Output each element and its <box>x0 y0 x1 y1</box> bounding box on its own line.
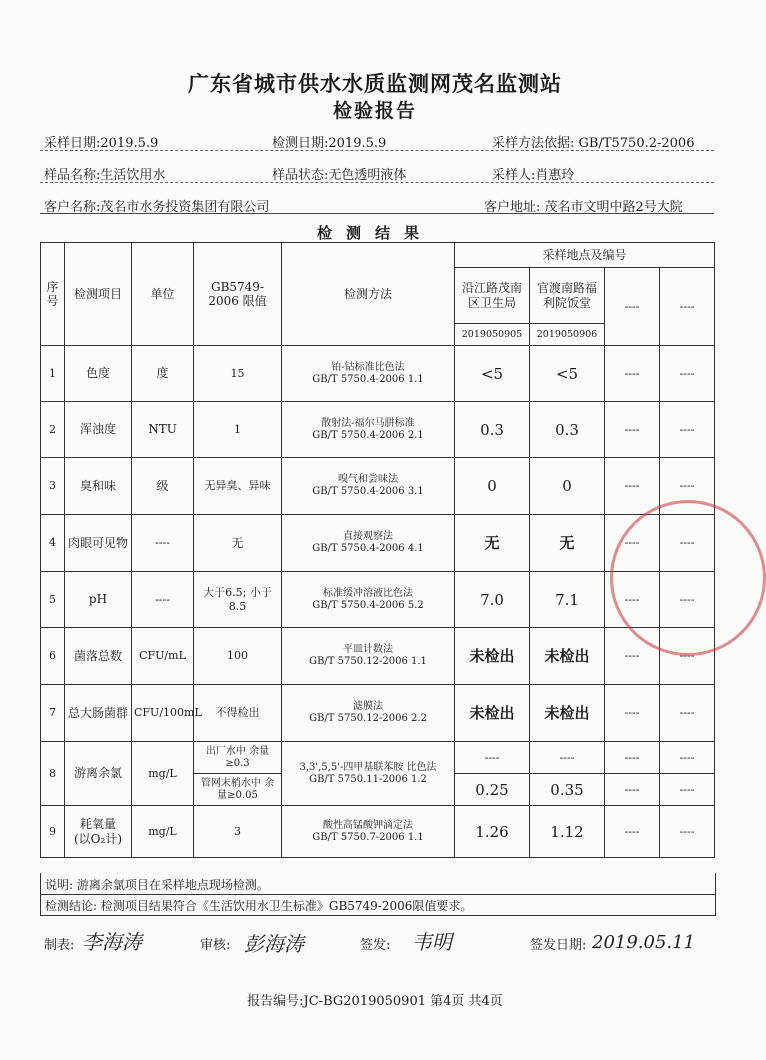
row-index: 4 <box>41 515 65 572</box>
row-method <box>282 806 455 858</box>
value-loc4: ---- <box>660 806 715 858</box>
value-loc4: ---- <box>660 515 715 572</box>
method-standard: GB/T 5750.4-2006 5.2 <box>312 599 424 611</box>
sample-code-1: 2019050905 <box>455 324 530 346</box>
value-loc2: ---- <box>530 742 605 774</box>
method-name: 平皿计数法 <box>343 644 393 655</box>
table-row <box>41 346 715 402</box>
info-row-dates <box>40 128 714 150</box>
explanation-note <box>40 873 716 895</box>
testing-date: 检测日期:2019.5.9 <box>272 136 387 151</box>
value-loc3: ---- <box>605 346 660 402</box>
method-name: 滤膜法 <box>353 701 383 712</box>
row-item: 臭和味 <box>65 458 132 515</box>
divider <box>40 182 714 183</box>
row-index: 1 <box>41 346 65 402</box>
row-item: pH <box>65 572 132 628</box>
issue-date-label: 签发日期: <box>530 938 587 953</box>
value-loc1: 0.25 <box>455 774 530 806</box>
value-loc3: ---- <box>605 685 660 742</box>
row-index: 9 <box>41 806 65 858</box>
value-loc2: 0.35 <box>530 774 605 806</box>
method-name: 直接观察法 <box>343 531 393 542</box>
row-limit: 无 <box>194 515 282 572</box>
value-loc1: 0 <box>455 458 530 515</box>
method-standard: GB/T 5750.4-2006 1.1 <box>312 373 424 385</box>
row-limit: 15 <box>194 346 282 402</box>
value-loc4: ---- <box>660 572 715 628</box>
reviewed-by-label: 审核: <box>200 938 231 953</box>
info-row-client <box>40 192 714 214</box>
row-method <box>282 458 455 515</box>
table-row <box>41 806 715 858</box>
row-item: 色度 <box>65 346 132 402</box>
issued-by-signature: 韦明 <box>412 930 452 954</box>
prepared-by-signature: 李海涛 <box>82 930 142 954</box>
value-loc3: ---- <box>605 458 660 515</box>
method-standard: GB/T 5750.7-2006 1.1 <box>312 831 424 843</box>
value-loc2: 0 <box>530 458 605 515</box>
sample-state: 样品状态:无色透明液体 <box>272 168 407 183</box>
value-loc4: ---- <box>660 402 715 458</box>
col-item-header: 检测项目 <box>65 243 132 346</box>
value-loc2: <5 <box>530 346 605 402</box>
row-index: 2 <box>41 402 65 458</box>
value-loc3: ---- <box>605 774 660 806</box>
issue-date-handwritten: 2019.05.11 <box>592 932 696 953</box>
method-name: 标准缓冲溶液比色法 <box>323 587 413 599</box>
row-method <box>282 515 455 572</box>
row-method <box>282 346 455 402</box>
item-name: 耗氧量 <box>79 817 116 832</box>
conclusion-text: 检测结论: 检测项目结果符合《生活饮用水卫生标准》GB5749-2006限值要求。 <box>45 899 473 913</box>
official-stamp <box>610 500 766 656</box>
value-loc3: ---- <box>605 806 660 858</box>
value-loc3: ---- <box>605 628 660 685</box>
results-title: 检测结果 <box>316 224 433 242</box>
client-name: 客户名称:茂名市水务投资集团有限公司 <box>44 200 270 215</box>
row-index: 8 <box>41 742 65 806</box>
col-index-header: 序号 <box>41 243 65 346</box>
row-method <box>282 742 455 806</box>
table-row <box>41 742 715 774</box>
method-standard: GB/T 5750.4-2006 4.1 <box>312 543 424 554</box>
row-limit: 100 <box>194 628 282 685</box>
row-limit: 大于6.5; 小于8.5 <box>194 572 282 628</box>
method-name: 酸性高锰酸钾滴定法 <box>323 819 413 831</box>
row-limit-network: 管网末梢水中 余量≥0.05 <box>194 774 282 806</box>
row-limit: 无异臭、异味 <box>194 458 282 515</box>
row-limit: 1 <box>194 402 282 458</box>
value-loc1: 未检出 <box>455 685 530 742</box>
method-standard: GB/T 5750.11-2006 1.2 <box>309 773 427 785</box>
method-name: 散射法-福尔马肼标准 <box>321 417 415 429</box>
row-unit: 度 <box>132 346 194 402</box>
report-org-title: 广东省城市供水水质监测网茂名监测站 <box>188 72 562 96</box>
row-unit: ---- <box>132 572 194 628</box>
divider <box>40 150 714 151</box>
method-standard: GB/T 5750.4-2006 2.1 <box>312 429 424 441</box>
value-loc2: 7.1 <box>530 572 605 628</box>
sample-code-2: 2019050906 <box>530 324 605 346</box>
table-row <box>41 685 715 742</box>
value-loc4: ---- <box>660 628 715 685</box>
row-index: 6 <box>41 628 65 685</box>
sampler: 采样人:肖惠玲 <box>492 168 575 183</box>
row-index: 5 <box>41 572 65 628</box>
row-method <box>282 402 455 458</box>
prepared-by-label: 制表: <box>44 938 75 953</box>
value-loc3: ---- <box>605 402 660 458</box>
row-method <box>282 685 455 742</box>
report-number: 报告编号:JC-BG2019050901 第4页 共4页 <box>247 994 503 1009</box>
reviewed-by-signature: 彭海涛 <box>244 932 304 956</box>
value-loc2: 无 <box>530 515 605 572</box>
row-item: 肉眼可见物 <box>65 515 132 572</box>
row-limit: 3 <box>194 806 282 858</box>
value-loc4: ---- <box>660 774 715 806</box>
value-loc3: ---- <box>605 515 660 572</box>
col-method-header: 检测方法 <box>282 243 455 346</box>
location-group-header: 采样地点及编号 <box>455 243 715 268</box>
location-3-header: ---- <box>605 268 660 346</box>
row-unit: CFU/100mL <box>132 685 194 742</box>
row-item: 浑浊度 <box>65 402 132 458</box>
issued-by-label: 签发: <box>360 938 391 953</box>
method-standard: GB/T 5750.4-2006 3.1 <box>312 486 424 497</box>
value-loc2: 1.12 <box>530 806 605 858</box>
row-limit-plant: 出厂水中 余量≥0.3 <box>194 742 282 774</box>
col-limit-header: GB5749-2006 限值 <box>194 243 282 346</box>
value-loc2: 未检出 <box>530 685 605 742</box>
table-row <box>41 628 715 685</box>
row-method <box>282 628 455 685</box>
explanation-text: 说明: 游离余氯项目在采样地点现场检测。 <box>45 878 269 892</box>
row-unit: mg/L <box>132 806 194 858</box>
sample-name: 样品名称:生活饮用水 <box>44 168 166 183</box>
value-loc1: 0.3 <box>455 402 530 458</box>
row-unit: CFU/mL <box>132 628 194 685</box>
row-item: 总大肠菌群 <box>65 685 132 742</box>
col-unit-header: 单位 <box>132 243 194 346</box>
sampling-date: 采样日期:2019.5.9 <box>44 136 159 151</box>
location-2-header: 官渡南路福利院饭堂 <box>530 268 605 324</box>
row-item <box>65 806 132 858</box>
row-item: 菌落总数 <box>65 628 132 685</box>
table-header-row <box>41 243 715 268</box>
value-loc2: 未检出 <box>530 628 605 685</box>
table-row <box>41 402 715 458</box>
row-limit: 不得检出 <box>194 685 282 742</box>
row-unit: 级 <box>132 458 194 515</box>
sampling-method: 采样方法依据: GB/T5750.2-2006 <box>492 136 695 151</box>
row-item: 游离余氯 <box>65 742 132 806</box>
value-loc3: ---- <box>605 742 660 774</box>
value-loc1: <5 <box>455 346 530 402</box>
row-index: 7 <box>41 685 65 742</box>
value-loc4: ---- <box>660 685 715 742</box>
value-loc3: ---- <box>605 572 660 628</box>
value-loc4: ---- <box>660 458 715 515</box>
client-address: 客户地址: 茂名市文明中路2号大院 <box>484 200 683 215</box>
value-loc1: 1.26 <box>455 806 530 858</box>
row-unit: NTU <box>132 402 194 458</box>
method-standard: GB/T 5750.12-2006 1.1 <box>309 656 427 667</box>
method-name: 嗅气和尝味法 <box>338 474 398 485</box>
conclusion-note <box>40 894 716 916</box>
table-row <box>41 458 715 515</box>
value-loc4: ---- <box>660 346 715 402</box>
info-row-sample <box>40 160 714 182</box>
value-loc1: 无 <box>455 515 530 572</box>
row-index: 3 <box>41 458 65 515</box>
row-unit: mg/L <box>132 742 194 806</box>
divider <box>40 213 714 214</box>
item-note: (以O₂计) <box>73 831 122 846</box>
location-4-header: ---- <box>660 268 715 346</box>
row-method <box>282 572 455 628</box>
value-loc2: 0.3 <box>530 402 605 458</box>
location-1-header: 沿江路茂南区卫生局 <box>455 268 530 324</box>
row-unit: ---- <box>132 515 194 572</box>
value-loc1: 7.0 <box>455 572 530 628</box>
value-loc4: ---- <box>660 742 715 774</box>
method-name: 3,3',5,5'-四甲基联苯胺 比色法 <box>299 761 437 773</box>
report-title: 检验报告 <box>332 100 417 122</box>
value-loc1: 未检出 <box>455 628 530 685</box>
value-loc1: ---- <box>455 742 530 774</box>
results-table <box>40 242 715 858</box>
method-standard: GB/T 5750.12-2006 2.2 <box>309 713 427 724</box>
method-name: 铂-钴标准比色法 <box>331 361 405 373</box>
